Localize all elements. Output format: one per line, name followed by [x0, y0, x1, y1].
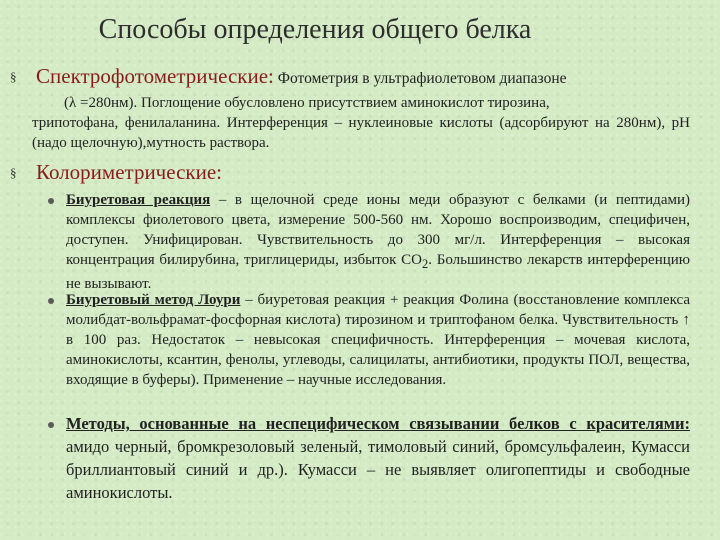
- section-spectro-heading: [36, 64, 706, 89]
- slide-title: Способы определения общего белка: [98, 14, 532, 45]
- list-item-dyes: Методы, основанные на неспецифическом связывании белков с красителями: амидо черный, бромкрезоловый зеленый, тимоловый синий, бромсульфалеин, Кумасси бриллиантовый синий и др.). Кумасси – не выявляет олигопептиды и свободные аминокислоты.: [66, 414, 690, 502]
- item-lead: Биуретовый метод Лоури: [66, 292, 241, 308]
- list-item-lowry: Биуретовый метод Лоури – биуретовая реакция + реакция Фолина (восстановление комплекса молибдат-вольфрамат-фосфорная кислота) тирозином и триптофаном белка. Чувствительность ↑ в 100 раз. Недостаток – невысокая специфичность. Интерференция – мочевая кислота, аминокислоты, ксантин, фенолы, углеводы, салицилаты, антибиотики, продукты ПОЛ, вещества, входящие в буферы). Применение – научные исследования.: [66, 292, 690, 388]
- item-lead: Методы, основанные на неспецифическом связывании белков с красителями:: [66, 414, 690, 433]
- square-bullet-icon: §: [10, 165, 17, 180]
- section-spectro-line1: (λ =280нм). Поглощение обусловлено присутствием аминокислот тирозина,: [64, 95, 550, 111]
- list-item-biuret: Биуретовая реакция – в щелочной среде ионы меди образуют с белками (и пептидами) комплексы фиолетового цвета, измерение 500-560 нм. Хорошо воспроизводим, специфичен, доступен. Унифицирован. Чувствительность до 300 мг/л. Интерференция – высокая концентрация билирубина, триглицериды, избыток $CO_2$. Большинство лекарств интерференцию не вызывают.: [66, 192, 690, 292]
- item-lead: Биуретовая реакция: [66, 192, 211, 208]
- square-bullet-icon: §: [10, 69, 17, 84]
- section-spectro-title: Спектрофотометрические:: [36, 64, 274, 88]
- round-bullet-icon: [48, 298, 54, 304]
- round-bullet-icon: [48, 198, 54, 204]
- section-color-title: Колориметрические:: [36, 160, 223, 184]
- section-spectro-body: трипотофана, фенилаланина. Интерференция – нуклеиновые кислоты (адсорбируют на 280нм), pH (надо щелочную),мутность раствора.: [32, 115, 690, 151]
- round-bullet-icon: [48, 422, 54, 428]
- section-spectro-subtitle: Фотометрия в ультрафиолетовом диапазоне: [273, 70, 567, 87]
